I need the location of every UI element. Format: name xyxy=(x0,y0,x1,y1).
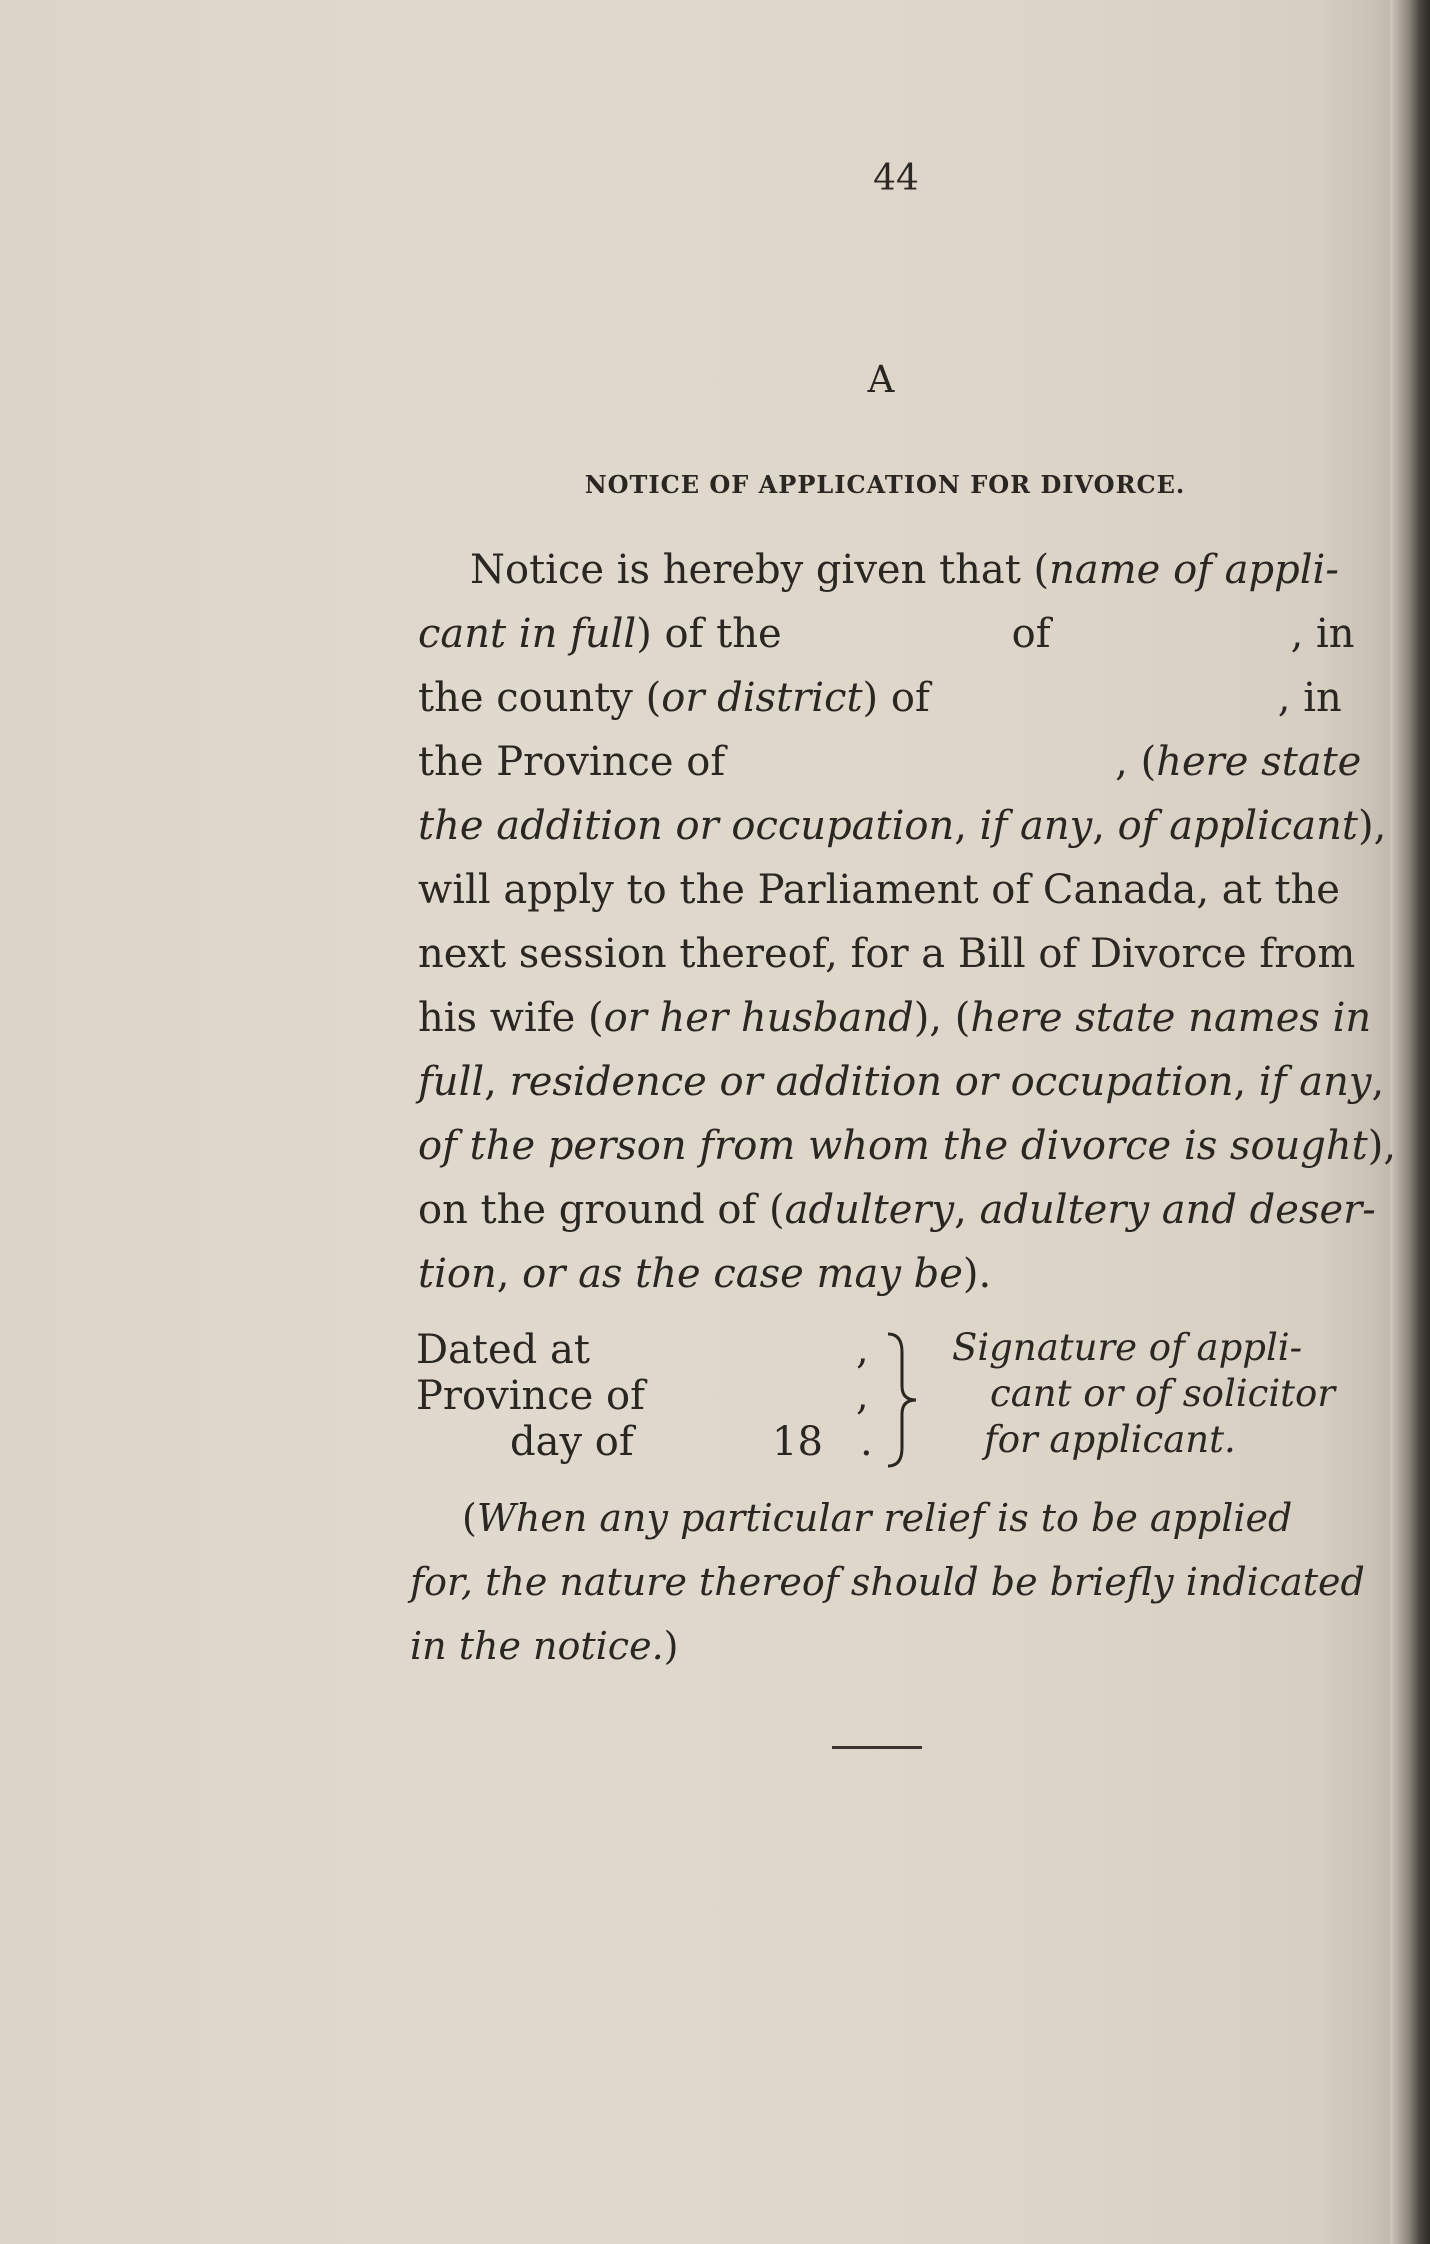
signature-line: for applicant. xyxy=(984,1418,1236,1461)
dated-period: . xyxy=(860,1419,873,1465)
paragraph-line: on the ground of (adultery, adultery and deser- xyxy=(418,1187,1376,1233)
section-letter: A xyxy=(867,358,895,401)
paragraph-line: Notice is hereby given that (name of appli- xyxy=(470,547,1339,593)
paragraph-line: cant in full) of the of , in xyxy=(418,611,1355,657)
paragraph-line: full, residence or addition or occupation, if any, xyxy=(418,1059,1385,1105)
page-number: 44 xyxy=(873,158,919,199)
note-line: (When any particular relief is to be applied xyxy=(462,1496,1293,1540)
section-divider xyxy=(832,1746,922,1749)
form-heading: NOTICE OF APPLICATION FOR DIVORCE. xyxy=(584,470,1186,499)
note-line: in the notice.) xyxy=(410,1624,679,1668)
province-of-label: Province of xyxy=(416,1373,645,1419)
paragraph-line: tion, or as the case may be). xyxy=(418,1251,992,1297)
dated-at-label: Dated at xyxy=(416,1327,590,1373)
signature-line: Signature of appli- xyxy=(952,1326,1303,1369)
dated-comma: , xyxy=(856,1327,869,1373)
paragraph-line: the county (or district) of , in xyxy=(418,675,1342,721)
paragraph-line: the addition or occupation, if any, of applicant), xyxy=(418,803,1387,849)
right-brace-icon xyxy=(884,1330,924,1470)
paragraph-line: his wife (or her husband), (here state names in xyxy=(418,995,1372,1041)
year-prefix: 18 xyxy=(772,1419,823,1465)
signature-line: cant or of solicitor xyxy=(990,1372,1336,1415)
dated-comma: , xyxy=(856,1373,869,1419)
book-gutter-shadow xyxy=(1390,0,1430,2244)
paragraph-line: the Province of , (here state xyxy=(418,739,1362,785)
paragraph-line: of the person from whom the divorce is sought), xyxy=(418,1123,1397,1169)
paragraph-line: will apply to the Parliament of Canada, at the xyxy=(418,867,1340,913)
day-of-label: day of xyxy=(510,1419,634,1465)
note-line: for, the nature thereof should be briefly indicated xyxy=(410,1560,1365,1604)
paragraph-line: next session thereof, for a Bill of Divorce from xyxy=(418,931,1356,977)
